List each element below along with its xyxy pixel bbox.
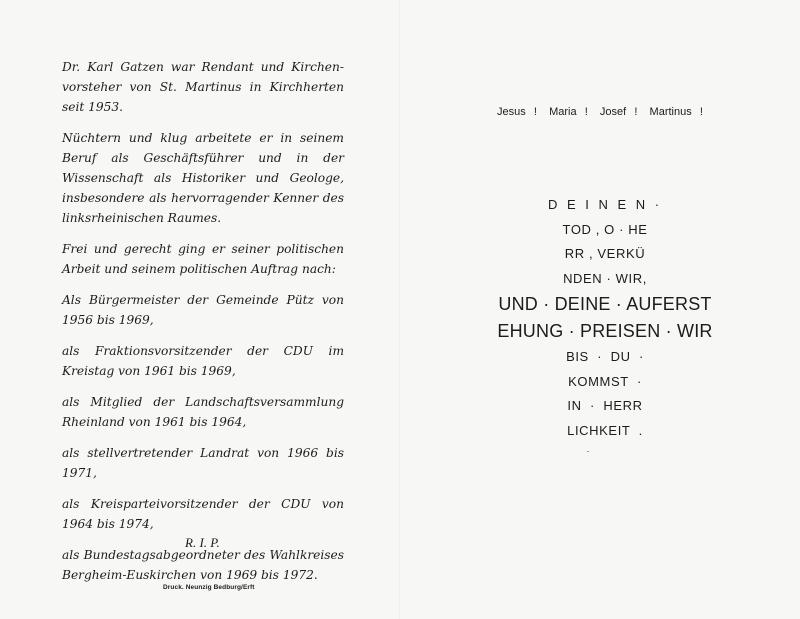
biography-text: [62, 57, 344, 596]
bio-paragraph-church: Dr. Karl Gatzen war Rendant und Kirchen-vorsteher von St. Martinus in Kirchherten seit 1953.: [62, 60, 344, 114]
printer-imprint: Druck. Neunzig Bedburg/Erft: [163, 584, 255, 591]
bio-item-deputy-district-administrator: als stellvertretender Landrat von 1966 bis 1971,: [62, 446, 344, 480]
verse-line-4: NDEN · WIR,: [563, 270, 647, 286]
invocation-line: Jesus ! Maria ! Josef ! Martinus !: [497, 106, 703, 118]
verse-line-2: TOD , O · HE: [562, 221, 648, 237]
verse-line-6: EHUNG · PREISEN · WIR: [497, 321, 713, 341]
verse-line-8: KOMMST ·: [568, 373, 642, 389]
verse-line-5: UND · DEINE · AUFERST: [498, 294, 712, 314]
bio-item-party-chair: als Kreisparteivorsitzender der CDU von 1964 bis 1974,: [62, 497, 344, 531]
verse-line-9: IN · HERR: [567, 398, 643, 413]
bio-paragraph-politics-intro: Frei und gerecht ging er seiner politischen Arbeit und seinem politischen Auftrag nach:: [62, 242, 344, 276]
verse-line-7: BIS · DU ·: [566, 349, 644, 364]
bio-item-landscape-assembly: als Mitglied der Landschaftsversammlung Rheinland von 1961 bis 1964,: [62, 395, 344, 429]
bio-item-mayor: Als Bürgermeister der Gemeinde Pütz von 1956 bis 1969,: [62, 293, 344, 327]
verse-block: [495, 193, 715, 458]
bio-item-bundestag-member: als Bundestagsabgeordneter des Wahlkreises Bergheim-Euskirchen von 1969 bis 1972.: [62, 548, 344, 582]
rip-closing: R. I. P.: [185, 535, 220, 550]
verse-line-1: D E I N E N ·: [547, 197, 663, 212]
verse-end-mark: ·: [586, 446, 590, 456]
bio-item-faction-chair: als Fraktionsvorsitzender der CDU im Kreistag von 1961 bis 1969,: [62, 344, 344, 378]
verse-line-10: LICHKEIT .: [567, 422, 643, 438]
bio-paragraph-career: Nüchtern und klug arbeitete er in seinem Beruf als Geschäftsführer und in der Wissenschaft als Historiker und Geologe, insbesondere als hervorragender Kenner des linksrheinischen Raumes.: [62, 131, 344, 225]
verse-line-3: RR , VERKÜ: [564, 246, 646, 261]
